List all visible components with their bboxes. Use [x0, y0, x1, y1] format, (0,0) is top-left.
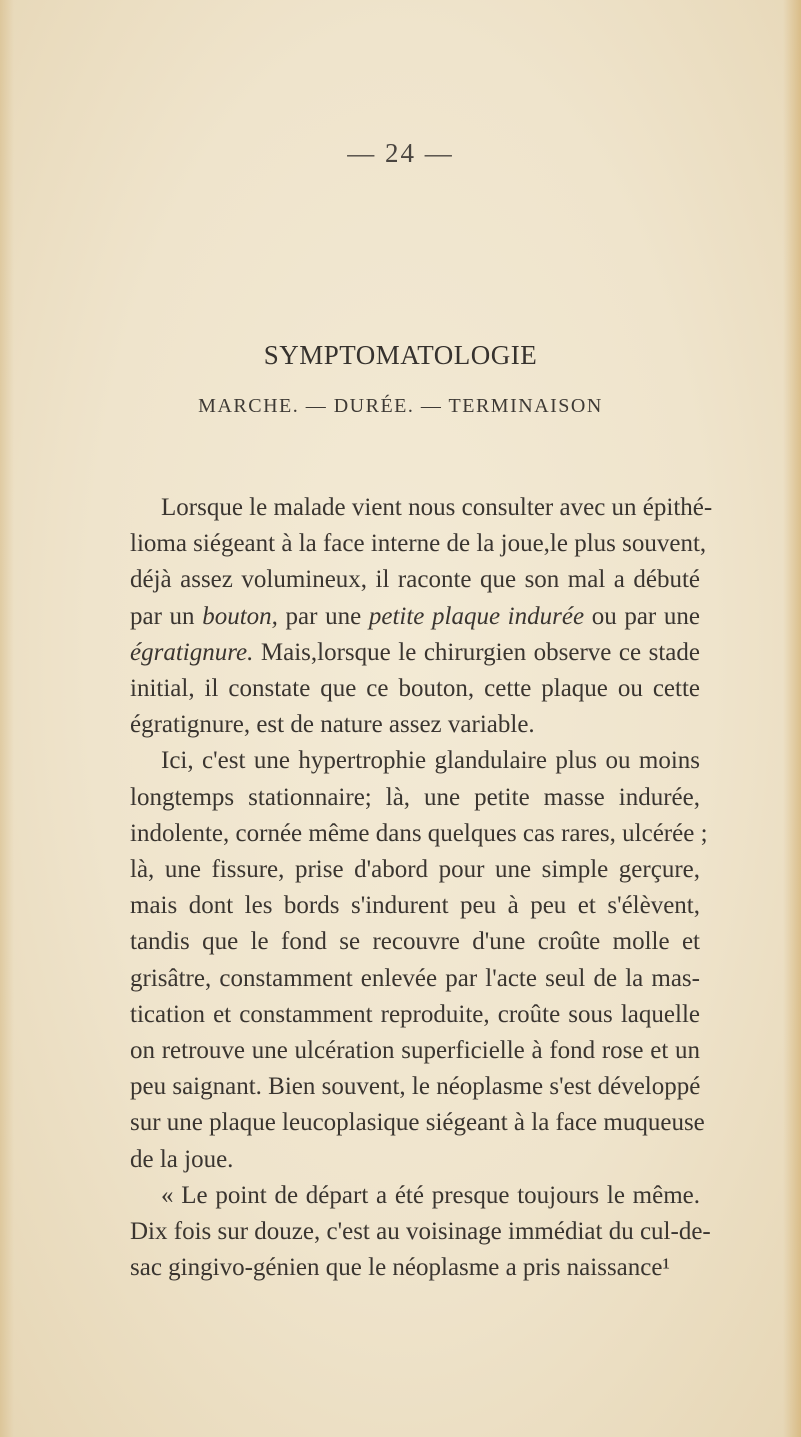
text-line: mais dont les bords s'indurent peu à peu et s'élèvent,	[130, 892, 700, 920]
italic-term: petite plaque indurée	[368, 602, 585, 630]
paragraph	[130, 490, 713, 743]
text-line: de la joue.	[130, 1145, 234, 1173]
text-line: longtemps stationnaire; là, une petite masse indurée,	[130, 783, 700, 811]
text-line: initial, il constate que ce bouton, cette plaque ou cette	[130, 675, 700, 703]
text-line: peu saignant. Bien souvent, le néoplasme s'est développé	[130, 1073, 701, 1101]
body-text	[130, 490, 713, 1286]
text-line: on retrouve une ulcération superficielle à fond rose et un	[130, 1037, 700, 1065]
text-run: par un	[130, 602, 203, 630]
text-run: ou par une	[584, 602, 700, 630]
text-line	[130, 599, 700, 635]
page-right-shadow	[783, 0, 801, 1437]
text-line: Ici, c'est une hypertrophie glandulaire plus ou moins	[161, 747, 700, 775]
text-line: lioma siégeant à la face interne de la joue,le plus souvent,	[130, 530, 707, 558]
text-line: sur une plaque leucoplasique siégeant à la face muqueuse	[130, 1109, 705, 1137]
text-run: par une	[277, 602, 369, 630]
italic-term: bouton,	[202, 602, 278, 630]
text-line: là, une fissure, prise d'abord pour une simple gerçure,	[130, 856, 700, 884]
text-line: grisâtre, constamment enlevée par l'acte seul de la mas-	[130, 964, 700, 992]
text-line: Lorsque le malade vient nous consulter avec un épithé-	[161, 494, 713, 521]
text-line	[130, 635, 700, 671]
text-line: égratignure, est de nature assez variable.	[130, 711, 535, 739]
italic-term: égratignure.	[130, 638, 254, 666]
page-left-shadow	[0, 0, 14, 1437]
text-line: Dix fois sur douze, c'est au voisinage immédiat du cul-de-	[130, 1218, 711, 1246]
chapter-subtitle: MARCHE. — DURÉE. — TERMINAISON	[198, 395, 603, 417]
text-line: « Le point de départ a été presque toujours le même.	[161, 1181, 700, 1209]
text-line: tandis que le fond se recouvre d'une croûte molle et	[130, 928, 700, 956]
text-line: sac gingivo-génien que le néoplasme a pris naissance¹	[130, 1254, 670, 1282]
page-number: — 24 —	[347, 138, 454, 168]
paragraph	[130, 1178, 711, 1287]
text-line: indolente, cornée même dans quelques cas rares, ulcérée ;	[130, 819, 708, 847]
text-line: tication et constamment reproduite, croûte sous laquelle	[130, 1000, 700, 1028]
paragraph	[130, 743, 708, 1177]
text-run: Mais,lorsque le chirurgien observe ce stade	[253, 638, 700, 666]
text-line: déjà assez volumineux, il raconte que son mal a débuté	[130, 566, 700, 594]
chapter-title: SYMPTOMATOLOGIE	[263, 340, 538, 370]
